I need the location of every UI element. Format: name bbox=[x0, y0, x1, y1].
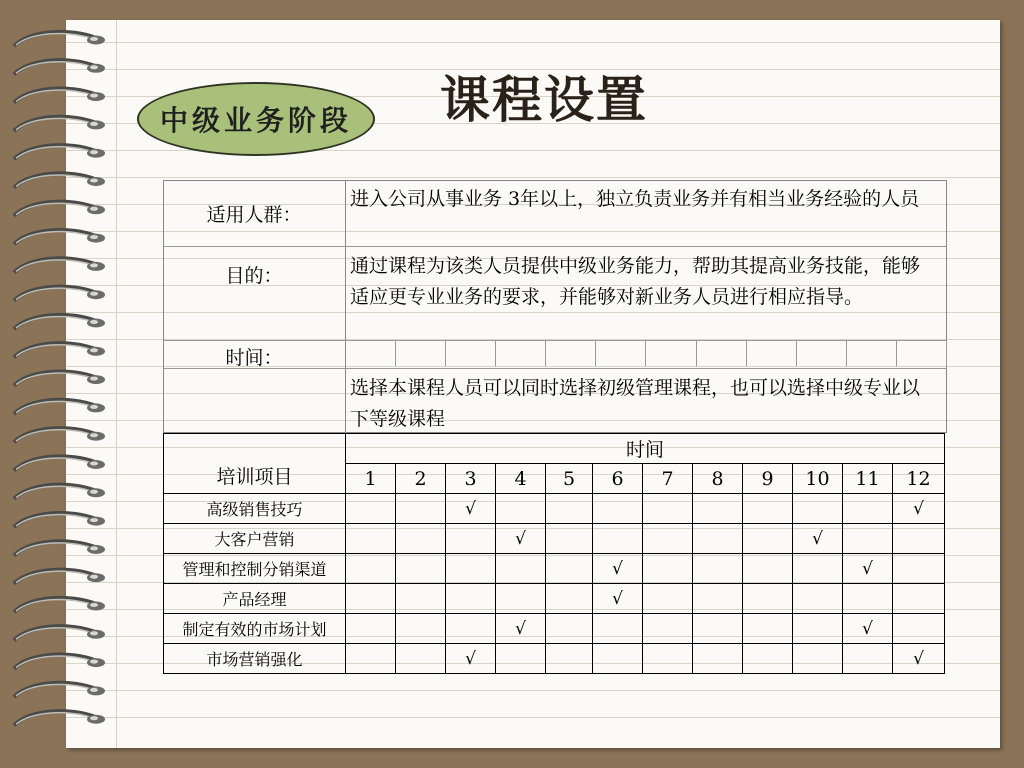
info-table bbox=[163, 180, 947, 435]
month-header: 8 bbox=[693, 464, 743, 494]
binding-ring bbox=[14, 456, 105, 470]
month-cell bbox=[593, 494, 643, 524]
month-header: 4 bbox=[496, 464, 546, 494]
month-cell bbox=[593, 644, 643, 674]
binding-ring bbox=[14, 145, 105, 159]
month-cell bbox=[693, 524, 743, 554]
month-header: 2 bbox=[396, 464, 446, 494]
month-cell bbox=[346, 554, 396, 584]
month-cell bbox=[693, 554, 743, 584]
info-row-purpose bbox=[163, 247, 947, 341]
month-cell bbox=[396, 584, 446, 614]
month-cell bbox=[546, 584, 593, 614]
check-mark: √ bbox=[515, 528, 526, 549]
page-title: 课程设置 bbox=[440, 70, 648, 129]
month-cell bbox=[793, 524, 843, 554]
month-header: 5 bbox=[546, 464, 593, 494]
month-cell bbox=[843, 494, 893, 524]
course-name: 高级销售技巧 bbox=[164, 494, 346, 524]
month-cell bbox=[396, 524, 446, 554]
check-mark: √ bbox=[515, 618, 526, 639]
month-cell bbox=[893, 614, 945, 644]
month-cell bbox=[743, 614, 793, 644]
month-cell bbox=[893, 644, 945, 674]
audience-text: 进入公司从事业务 3年以上，独立负责业务并有相当业务经验的人员 bbox=[350, 188, 920, 210]
month-cell bbox=[446, 614, 496, 644]
month-cell bbox=[743, 644, 793, 674]
binding-ring bbox=[14, 428, 105, 442]
binding-ring bbox=[14, 711, 105, 725]
month-header: 6 bbox=[593, 464, 643, 494]
month-header: 3 bbox=[446, 464, 496, 494]
table-row bbox=[164, 614, 945, 644]
month-cell bbox=[893, 524, 945, 554]
month-header: 9 bbox=[743, 464, 793, 494]
table-row bbox=[164, 644, 945, 674]
month-cell bbox=[693, 584, 743, 614]
month-cell bbox=[843, 644, 893, 674]
course-name: 市场营销强化 bbox=[164, 644, 346, 674]
spiral-binding bbox=[0, 0, 120, 768]
month-cell bbox=[843, 584, 893, 614]
month-cell bbox=[893, 584, 945, 614]
month-cell bbox=[546, 644, 593, 674]
check-mark: √ bbox=[862, 618, 873, 639]
month-cell bbox=[593, 614, 643, 644]
training-schedule-table bbox=[163, 433, 945, 674]
month-cell bbox=[346, 584, 396, 614]
month-cell bbox=[793, 494, 843, 524]
month-cell bbox=[893, 494, 945, 524]
month-header: 11 bbox=[843, 464, 893, 494]
info-row-time bbox=[163, 341, 947, 369]
month-header: 1 bbox=[346, 464, 396, 494]
month-cell bbox=[843, 614, 893, 644]
binding-ring bbox=[14, 683, 105, 697]
check-mark: √ bbox=[612, 558, 623, 579]
check-mark: √ bbox=[465, 498, 476, 519]
binding-ring bbox=[14, 173, 105, 187]
binding-ring bbox=[14, 287, 105, 301]
month-cell bbox=[446, 554, 496, 584]
binding-ring bbox=[14, 117, 105, 131]
binding-ring bbox=[14, 541, 105, 555]
binding-ring bbox=[14, 32, 105, 46]
month-header: 7 bbox=[643, 464, 693, 494]
month-cell bbox=[446, 584, 496, 614]
month-cell bbox=[693, 494, 743, 524]
check-mark: √ bbox=[465, 648, 476, 669]
info-row-audience bbox=[163, 180, 947, 247]
purpose-text: 通过课程为该类人员提供中级业务能力，帮助其提高业务技能，能够适应更专业业务的要求，并能够对新业务人员进行相应指导。 bbox=[350, 255, 921, 308]
binding-ring bbox=[14, 485, 105, 499]
table-row bbox=[164, 554, 945, 584]
stage-badge-label: 中级业务阶段 bbox=[159, 104, 352, 137]
month-cell bbox=[793, 614, 843, 644]
month-cell bbox=[893, 554, 945, 584]
binding-ring bbox=[14, 258, 105, 272]
binding-ring bbox=[14, 60, 105, 74]
month-cell bbox=[643, 494, 693, 524]
course-name: 大客户营销 bbox=[164, 524, 346, 554]
month-cell bbox=[546, 614, 593, 644]
month-cell bbox=[843, 524, 893, 554]
time-label: 时间： bbox=[225, 347, 283, 369]
month-cell bbox=[546, 524, 593, 554]
purpose-label: 目的： bbox=[225, 265, 283, 287]
month-cell bbox=[643, 524, 693, 554]
month-cell bbox=[793, 644, 843, 674]
binding-ring bbox=[14, 315, 105, 329]
month-cell bbox=[546, 494, 593, 524]
check-mark: √ bbox=[913, 498, 924, 519]
month-cell bbox=[396, 494, 446, 524]
month-cell bbox=[593, 584, 643, 614]
table-row bbox=[164, 524, 945, 554]
month-cell bbox=[346, 644, 396, 674]
month-cell bbox=[446, 494, 496, 524]
check-mark: √ bbox=[862, 558, 873, 579]
month-cell bbox=[593, 524, 643, 554]
check-mark: √ bbox=[612, 588, 623, 609]
item-column-header: 培训项目 bbox=[164, 434, 346, 494]
month-cell bbox=[843, 554, 893, 584]
month-cell bbox=[693, 644, 743, 674]
month-cell bbox=[546, 554, 593, 584]
time-column-header: 时间 bbox=[346, 434, 945, 464]
month-cell bbox=[496, 524, 546, 554]
month-cell bbox=[643, 554, 693, 584]
audience-label: 适用人群： bbox=[206, 204, 302, 226]
month-cell bbox=[446, 524, 496, 554]
binding-ring bbox=[14, 230, 105, 244]
month-cell bbox=[496, 554, 546, 584]
binding-ring bbox=[14, 598, 105, 612]
check-mark: √ bbox=[812, 528, 823, 549]
binding-ring bbox=[14, 202, 105, 216]
note-text: 选择本课程人员可以同时选择初级管理课程，也可以选择中级专业以下等级课程 bbox=[350, 377, 921, 430]
month-cell bbox=[346, 494, 396, 524]
info-row-note bbox=[163, 369, 947, 435]
month-cell bbox=[446, 644, 496, 674]
month-cell bbox=[396, 644, 446, 674]
binding-ring bbox=[14, 654, 105, 668]
month-cell bbox=[496, 584, 546, 614]
binding-ring bbox=[14, 371, 105, 385]
month-cell bbox=[346, 524, 396, 554]
course-name: 制定有效的市场计划 bbox=[164, 614, 346, 644]
month-cell bbox=[743, 584, 793, 614]
month-cell bbox=[643, 584, 693, 614]
month-cell bbox=[643, 644, 693, 674]
month-header: 10 bbox=[793, 464, 843, 494]
binding-ring bbox=[14, 88, 105, 102]
binding-ring bbox=[14, 570, 105, 584]
check-mark: √ bbox=[913, 648, 924, 669]
binding-ring bbox=[14, 626, 105, 640]
binding-ring bbox=[14, 400, 105, 414]
binding-ring bbox=[14, 513, 105, 527]
course-name: 管理和控制分销渠道 bbox=[164, 554, 346, 584]
month-cell bbox=[693, 614, 743, 644]
month-cell bbox=[396, 554, 446, 584]
month-cell bbox=[793, 554, 843, 584]
month-cell bbox=[346, 614, 396, 644]
month-cell bbox=[793, 584, 843, 614]
month-cell bbox=[496, 644, 546, 674]
month-cell bbox=[743, 494, 793, 524]
month-cell bbox=[743, 524, 793, 554]
binding-ring bbox=[14, 343, 105, 357]
table-row bbox=[164, 494, 945, 524]
month-cell bbox=[593, 554, 643, 584]
month-cell bbox=[743, 554, 793, 584]
month-cell bbox=[643, 614, 693, 644]
month-header: 12 bbox=[893, 464, 945, 494]
stage-badge bbox=[137, 82, 375, 156]
month-cell bbox=[396, 614, 446, 644]
month-cell bbox=[496, 494, 546, 524]
table-row bbox=[164, 584, 945, 614]
month-cell bbox=[496, 614, 546, 644]
course-name: 产品经理 bbox=[164, 584, 346, 614]
